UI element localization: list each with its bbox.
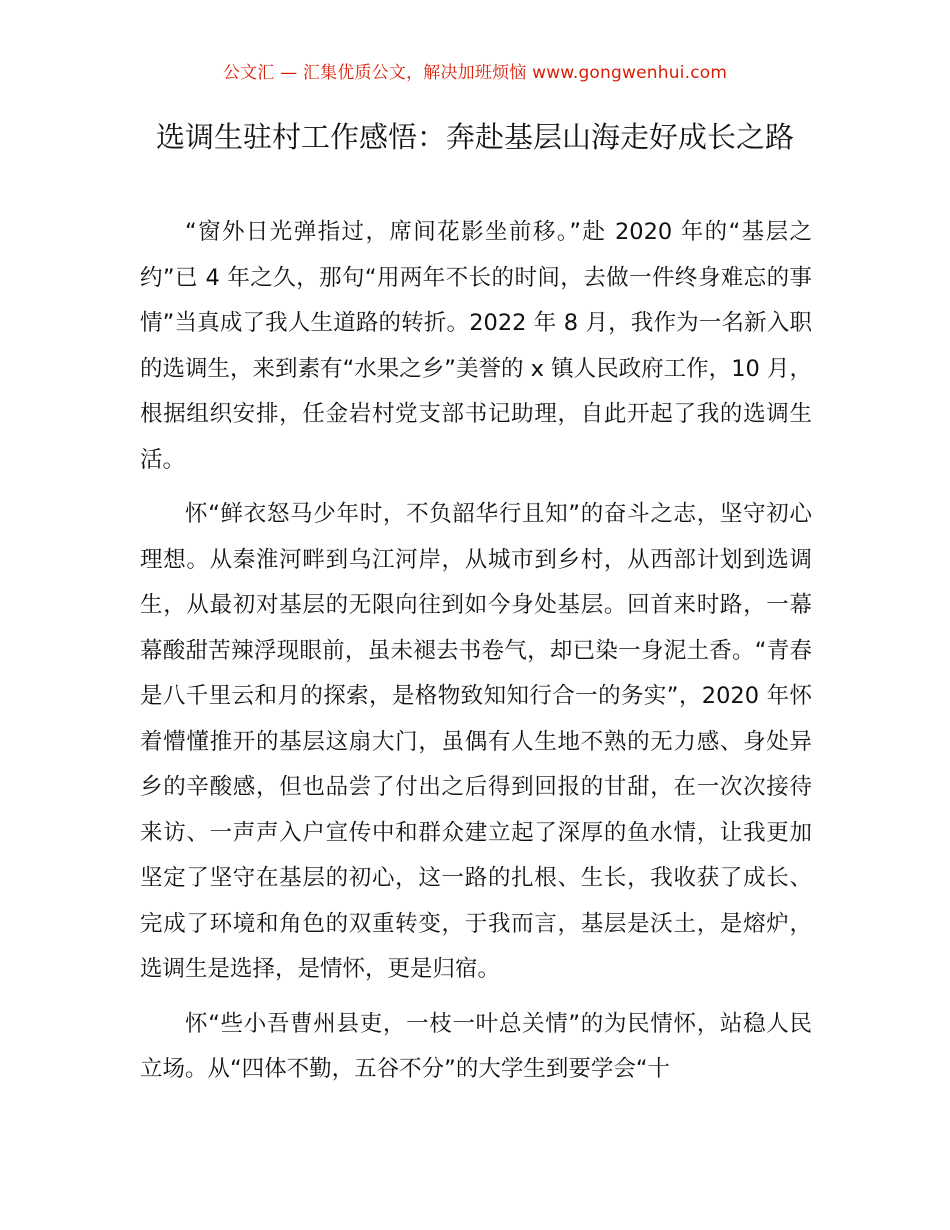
paragraph-2: 怀“鲜衣怒马少年时，不负韶华行且知”的奋斗之志，坚守初心理想。从秦淮河畔到乌江河岸，从城市到乡村，从西部计划到选调生，从最初对基层的无限向往到如今身处基层。回首来时路，一幕幕酸甜苦辣浮现眼前，虽未褪去书卷气，却已染一身泥土香。“青春是八千里云和月的探索，是格物致知知行合一的务实”，2020 年怀着懵懂推开的基层这扇大门，虽偶有人生地不熟的无力感、身处异乡的辛酸感，但也品尝了付出之后得到回报的甘甜，在一次次接待来访、一声声入户宣传中和群众建立起了深厚的鱼水情，让我更加坚定了坚守在基层的初心，这一路的扎根、生长，我收获了成长、完成了环境和角色的双重转变，于我而言，基层是沃土，是熔炉，选调生是选择，是情怀，更是归宿。: [140, 501, 812, 982]
document-body: [140, 210, 812, 1102]
header-banner[interactable]: 公文汇 — 汇集优质公文，解决加班烦恼 www.gongwenhui.com: [222, 63, 728, 83]
paragraph-3: 怀“些小吾曹州县吏，一枝一叶总关情”的为民情怀，站稳人民立场。从“四体不勤，五谷不分”的大学生到要学会“十: [140, 1010, 812, 1082]
document-title: 选调生驻村工作感悟：奔赴基层山海走好成长之路: [155, 120, 794, 154]
paragraph-1: “窗外日光弹指过，席间花影坐前移。”赴 2020 年的“基层之约”已 4 年之久，那句“用两年不长的时间，去做一件终身难忘的事情”当真成了我人生道路的转折。2022 年 8 月，我作为一名新入职的选调生，来到素有“水果之乡”美誉的 x 镇人民政府工作，10 月，根据组织安排，任金岩村党支部书记助理，自此开起了我的选调生活。: [140, 219, 812, 473]
